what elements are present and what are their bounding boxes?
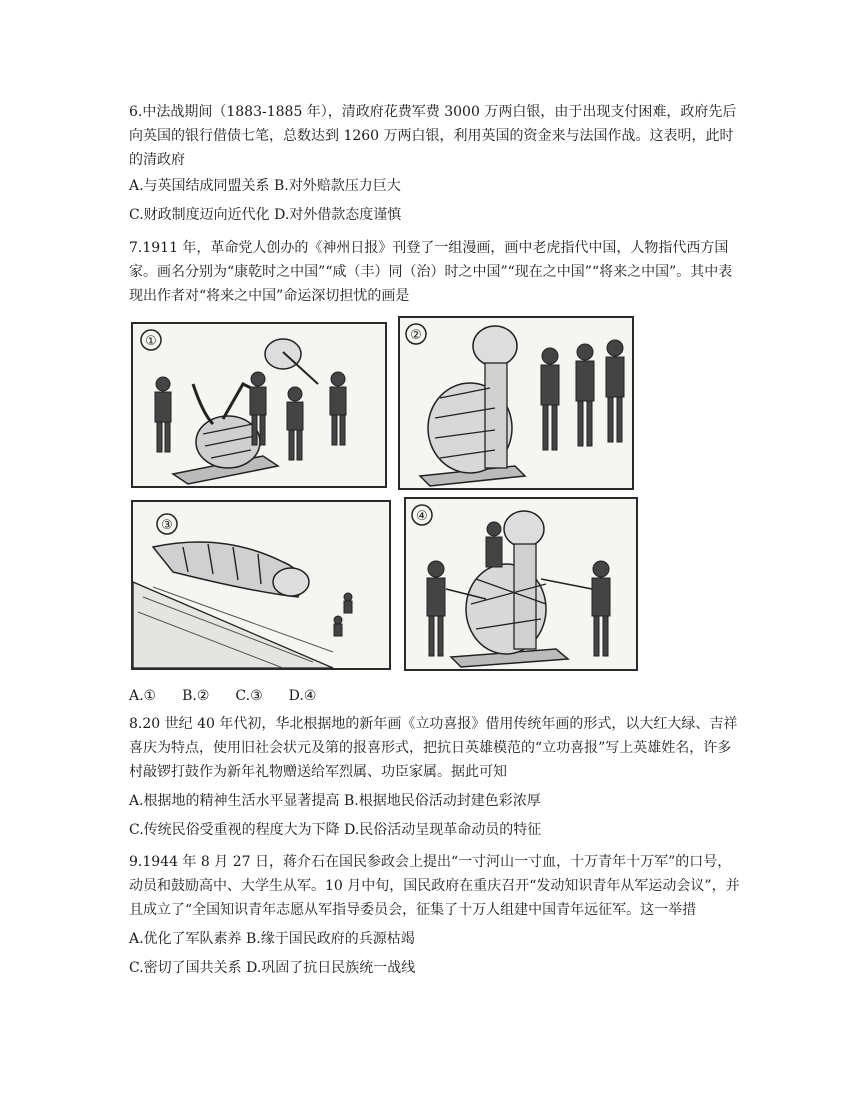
- q7-option-d: D.④: [288, 688, 317, 704]
- cartoon-4-image: [406, 499, 636, 669]
- cartoon-3-image: [133, 502, 389, 668]
- q7-option-c: C.③: [235, 688, 263, 704]
- q9-options-line2: C.密切了国共关系 D.巩固了抗日民族统一战线: [129, 960, 416, 976]
- q6-options-line2: C.财政制度迈向近代化 D.对外借款态度谨慎: [129, 207, 402, 223]
- q7-option-b: B.②: [182, 688, 210, 704]
- cartoon-panel-3: [131, 500, 391, 670]
- q9-options-line1: A.优化了军队素养 B.缘于国民政府的兵源枯竭: [129, 931, 415, 947]
- panel-2-number: ②: [410, 328, 422, 343]
- panel-3-number: ③: [161, 518, 173, 533]
- cartoon-panel-1: [131, 322, 387, 488]
- q8-stem: 8.20 世纪 40 年代初，华北根据地的新年画《立功喜报》借用传统年画的形式，以大红大绿、吉祥喜庆为特点，使用旧社会状元及第的报喜形式，把抗日英雄模范的“立功喜报”写上英雄姓名，许多村敲锣打鼓作为新年礼物赠送给军烈属、功臣家属。据此可知: [129, 716, 738, 780]
- q8-options-line2: C.传统民俗受重视的程度大为下降 D.民俗活动呈现革命动员的特征: [129, 822, 542, 838]
- cartoon-2-image: [400, 318, 632, 488]
- q7-option-a: A.①: [129, 688, 157, 704]
- panel-4-number: ④: [416, 509, 428, 524]
- q6-options-line1: A.与英国结成同盟关系 B.对外赔款压力巨大: [129, 178, 401, 194]
- q6-stem: 6.中法战期间（1883-1885 年），清政府花费军费 3000 万两白银，由于出现支付困难，政府先后向英国的银行借债七笔，总数达到 1260 万两白银，利用英国的资金来与法国作战。这表明，此时的清政府: [129, 104, 737, 168]
- panel-1-number: ①: [145, 334, 157, 349]
- q9-stem: 9.1944 年 8 月 27 日，蒋介石在国民参政会上提出“一寸河山一寸血，十万青年十万军”的口号，动员和鼓励高中、大学生从军。10 月中旬，国民政府在重庆召开“发动知识青年从军运动会议”，并且成立了“全国知识青年志愿从军指导委员会，征集了十万人组建中国青年远征军。这一举措: [129, 854, 740, 918]
- q8-options-line1: A.根据地的精神生活水平显著提高 B.根据地民俗活动封建色彩浓厚: [129, 793, 541, 809]
- q7-stem: 7.1911 年，革命党人创办的《神州日报》刊登了一组漫画，画中老虎指代中国，人物指代西方国家。画名分别为“康乾时之中国”“咸（丰）同（治）时之中国”“现在之中国”“将来之中国”。其中表现出作者对“将来之中国”命运深切担忧的画是: [129, 240, 733, 304]
- q7-options: [129, 686, 745, 706]
- cartoon-panel-2: [398, 316, 634, 490]
- cartoon-panel-4: [404, 497, 638, 671]
- cartoon-1-image: [133, 324, 385, 486]
